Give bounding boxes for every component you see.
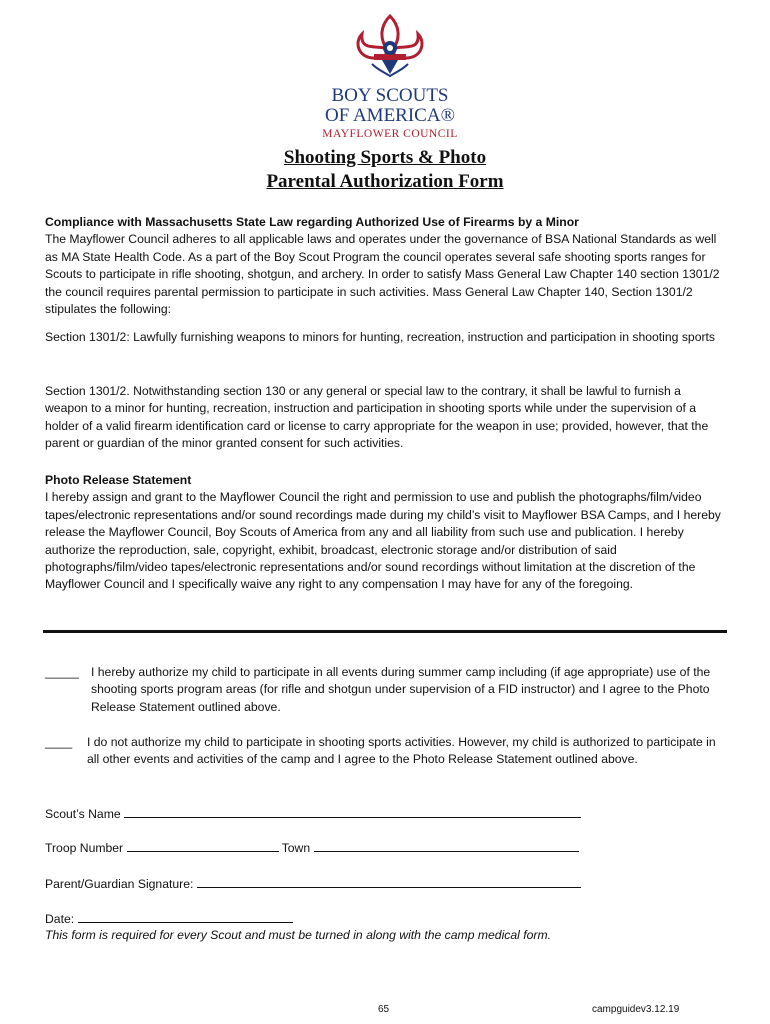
section-1301-text: Section 1301/2. Notwithstanding section 130 or any general or special law to the contrary, it shall be lawful to furnish a weapon to a minor for hunting, recreation, instruction and participation in shooting sports while under the supervision of a holder of a valid firearm identification card or license to carry appropriate for the weapon in use; provided, however, that the parent or guardian of the minor granted consent for such activities. [45, 384, 709, 451]
town-line[interactable] [314, 838, 579, 852]
photo-release-body: I hereby assign and grant to the Mayflower Council the right and permission to use and publish the photographs/film/video tapes/electronic representations and/or sound recordings made during my child’s visit to Mayflower BSA Camps, and I hereby release the Mayflower Council, Boy Scouts of America from any and all liability from such use and publication. I hereby authorize the reproduction, sale, copyright, exhibit, broadcast, electronic storage and/or distribution of said photographs/film/video tapes/electronic representations and/or sound recordings without limitation at the discretion of the Mayflower Council and I specifically waive any right to any compensation I may have for any of the foregoing. [45, 490, 721, 592]
date-label: Date: [45, 912, 75, 926]
section-1301-definition: Section 1301/2: Lawfully furnishing weapons to minors for hunting, recreation, instruction and participation in shooting sports [45, 330, 716, 344]
authorize-initials-blank[interactable]: _____ [45, 665, 79, 679]
date-line[interactable] [78, 909, 293, 923]
scout-name-line[interactable] [124, 804, 581, 818]
section-divider [43, 630, 727, 633]
photo-release-section [45, 472, 725, 594]
troop-number-label: Troop Number [45, 841, 124, 855]
form-requirement-note: This form is required for every Scout and must be turned in along with the camp medical form. [45, 928, 552, 942]
troop-town-field [45, 838, 579, 857]
photo-release-heading: Photo Release Statement [45, 473, 192, 487]
town-label: Town [281, 841, 311, 855]
form-title-line-1: Shooting Sports & Photo [283, 147, 487, 168]
form-title-line-2: Parental Authorization Form [266, 171, 504, 192]
compliance-section [45, 214, 725, 318]
organization-name [320, 86, 460, 142]
org-line-1: BOY SCOUTS [331, 85, 449, 106]
date-field [45, 909, 293, 928]
compliance-heading: Compliance with Massachusetts State Law regarding Authorized Use of Firearms by a Minor [45, 215, 579, 229]
decline-option [45, 734, 725, 769]
signature-line[interactable] [197, 874, 581, 888]
scout-name-label: Scout’s Name [45, 807, 121, 821]
signature-label: Parent/Guardian Signature: [45, 877, 194, 891]
org-line-2: OF AMERICA® [324, 105, 456, 126]
council-name: MAYFLOWER COUNCIL [322, 128, 458, 140]
scout-name-field [45, 804, 581, 823]
authorize-text: I hereby authorize my child to participate in all events during summer camp including (if age appropriate) use of the shooting sports program areas (for rifle and shotgun under supervision of a FID instructor) and I agree to the Photo Release Statement outlined above. [91, 665, 711, 714]
document-version: campguidev3.12.19 [592, 1004, 680, 1015]
decline-initials-blank[interactable]: ____ [45, 735, 73, 749]
decline-text: I do not authorize my child to participate in shooting sports activities. However, my child is authorized to participate in all other events and activities of the camp and I agree to the Photo Release Statement outlined above. [87, 735, 716, 767]
compliance-body: The Mayflower Council adheres to all applicable laws and operates under the governance of BSA National Standards as well as MA State Health Code. As a part of the Boy Scout Program the council operates several safe shooting sports ranges for Scouts to participate in rifle shooting, shotgun, and archery. In order to satisfy Mass General Law Chapter 140 section 1301/2 the council requires parental permission to participate in such activities. Mass General Law Chapter 140, Section 1301/2 stipulates the following: [45, 232, 720, 317]
authorize-option [45, 664, 725, 716]
fleur-de-lis-logo [350, 12, 430, 82]
troop-number-line[interactable] [127, 838, 279, 852]
page-number: 65 [378, 1004, 390, 1015]
signature-field [45, 874, 581, 893]
